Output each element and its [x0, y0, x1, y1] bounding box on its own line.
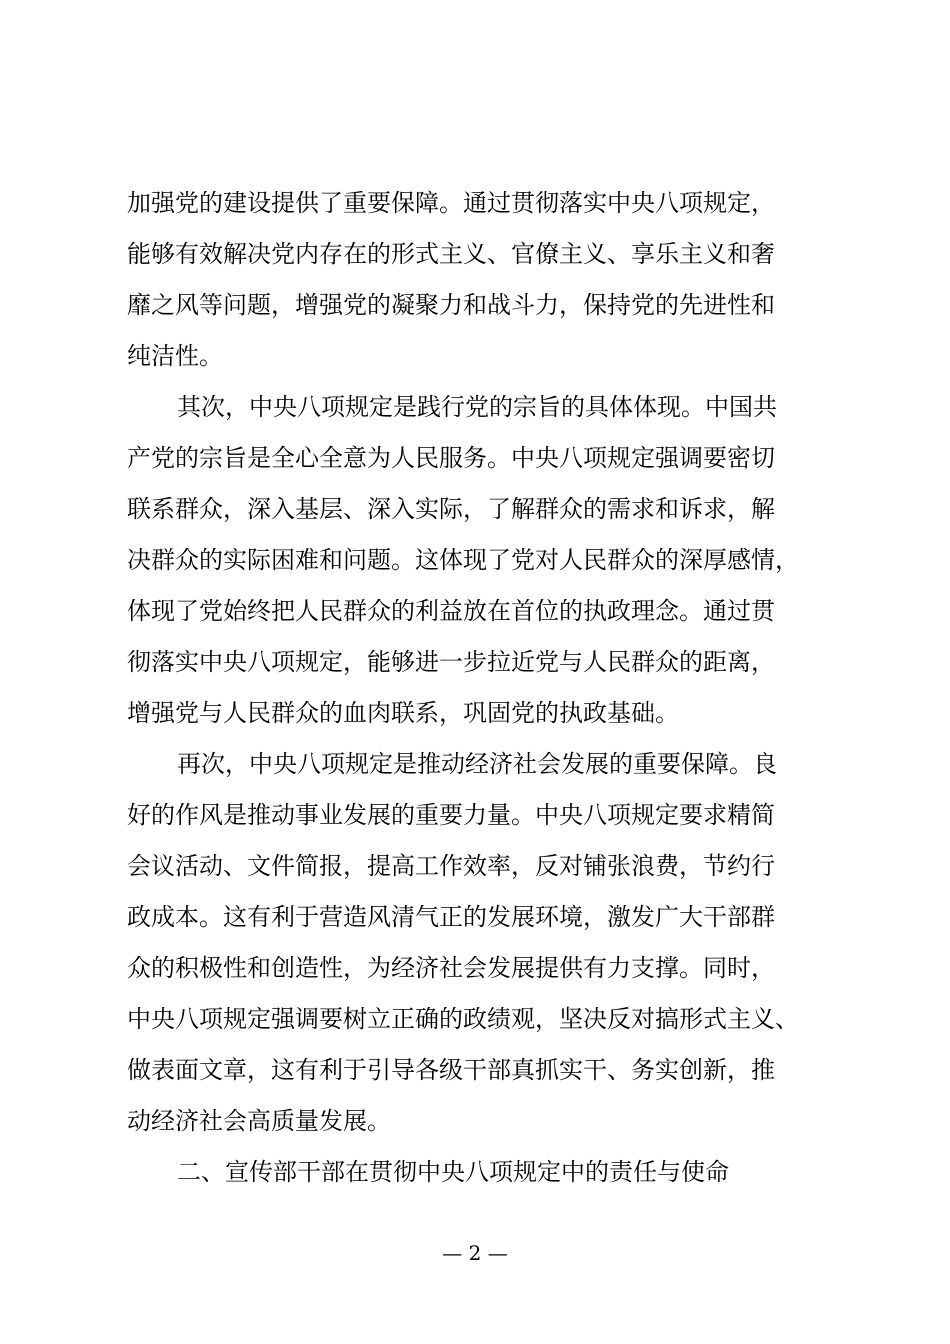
text-line: 联系群众，深入基层、深入实际，了解群众的需求和诉求，解: [127, 495, 775, 523]
text-line: 靡之风等问题，增强党的凝聚力和战斗力，保持党的先进性和: [127, 291, 775, 319]
text-line: 彻落实中央八项规定，能够进一步拉近党与人民群众的距离，: [127, 648, 775, 676]
page-number: — 2 —: [442, 1241, 508, 1265]
text-line: 增强党与人民群众的血肉联系，巩固党的执政基础。: [127, 699, 679, 727]
body-text: [127, 178, 827, 1198]
text-line: 加强党的建设提供了重要保障。通过贯彻落实中央八项规定，: [127, 189, 775, 217]
text-line: 产党的宗旨是全心全意为人民服务。中央八项规定强调要密切: [127, 444, 775, 472]
text-line: 决群众的实际困难和问题。这体现了党对人民群众的深厚感情，: [127, 546, 799, 574]
section-heading: 二、宣传部干部在贯彻中央八项规定中的责任与使命: [177, 1158, 729, 1186]
text-line: 会议活动、文件简报，提高工作效率，反对铺张浪费，节约行: [127, 852, 775, 880]
text-line: 政成本。这有利于营造风清气正的发展环境，激发广大干部群: [127, 903, 775, 931]
text-line: 众的积极性和创造性，为经济社会发展提供有力支撑。同时，: [127, 954, 775, 982]
text-line: 动经济社会高质量发展。: [127, 1107, 391, 1135]
text-line: 做表面文章，这有利于引导各级干部真抓实干、务实创新，推: [127, 1056, 775, 1084]
text-line: 好的作风是推动事业发展的重要力量。中央八项规定要求精简: [127, 801, 775, 829]
text-line: 中央八项规定强调要树立正确的政绩观，坚决反对搞形式主义、: [127, 1005, 799, 1033]
paragraph-start-line: 其次，中央八项规定是践行党的宗旨的具体体现。中国共: [177, 393, 777, 421]
text-line: 体现了党始终把人民群众的利益放在首位的执政理念。通过贯: [127, 597, 775, 625]
text-line: 能够有效解决党内存在的形式主义、官僚主义、享乐主义和奢: [127, 240, 775, 268]
text-line: 纯洁性。: [127, 342, 223, 370]
paragraph-start-line: 再次，中央八项规定是推动经济社会发展的重要保障。良: [177, 750, 777, 778]
